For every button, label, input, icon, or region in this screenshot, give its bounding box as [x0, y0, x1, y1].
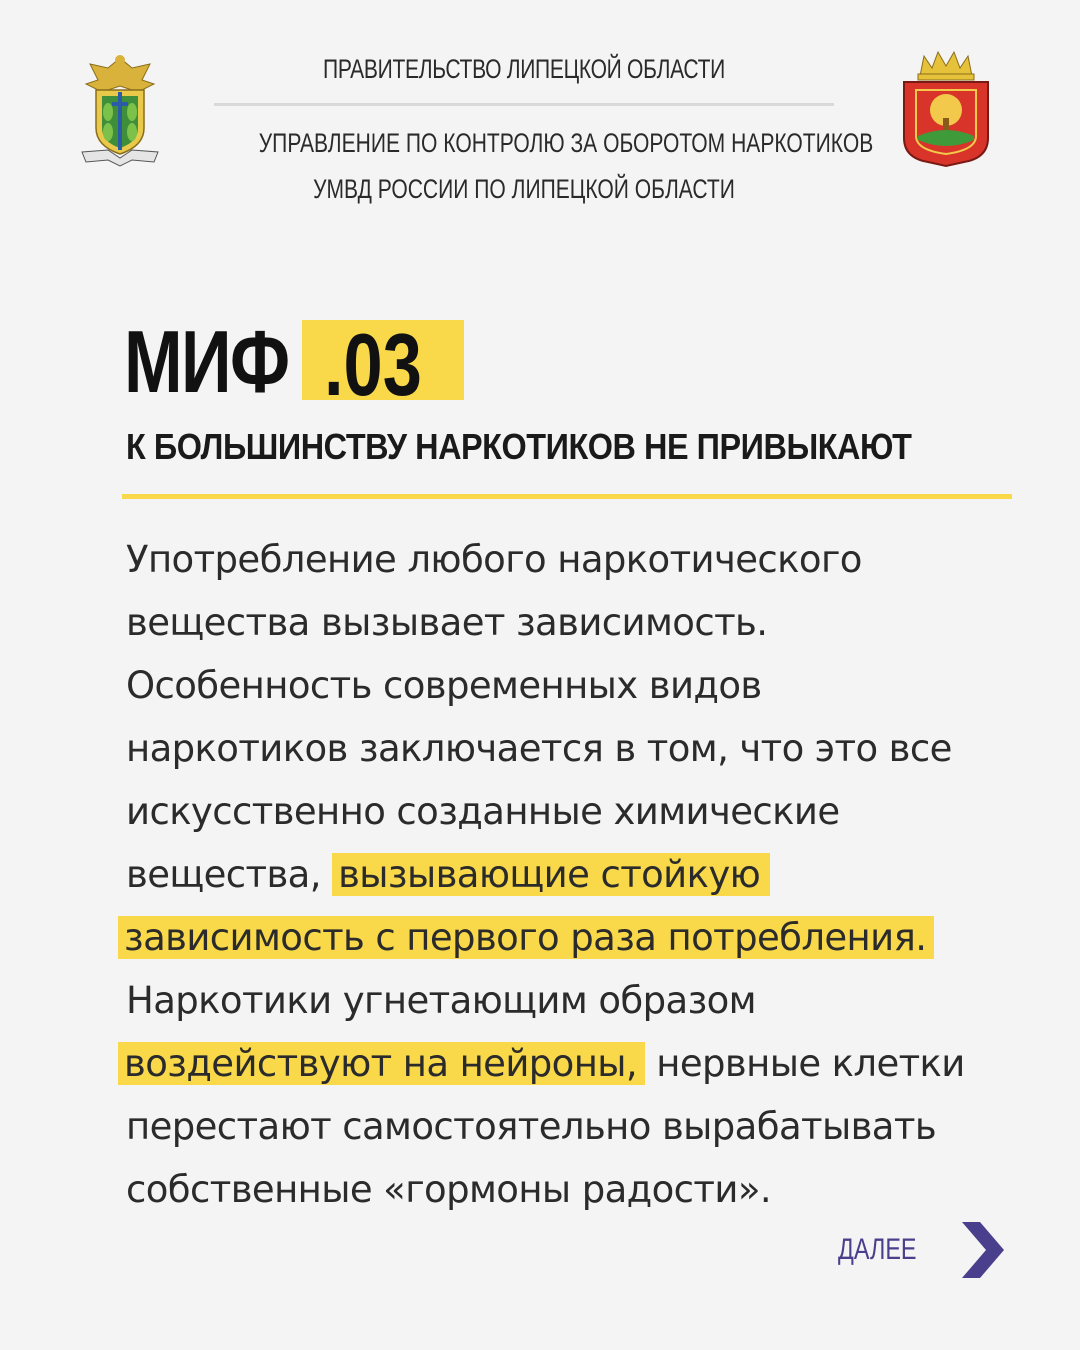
body-line: собственные «гормоны радости».	[126, 1168, 772, 1211]
body-line	[126, 906, 1026, 969]
lipetsk-coat-of-arms-icon	[898, 48, 994, 168]
myth-heading	[124, 312, 422, 414]
body-paragraph	[126, 528, 1026, 1221]
body-line: искусственно созданные химические	[126, 790, 840, 833]
header	[0, 0, 1080, 220]
police-emblem-icon	[78, 50, 162, 168]
dept-title-line1: УПРАВЛЕНИЕ ПО КОНТРОЛЮ ЗА ОБОРОТОМ НАРКОТИКОВ	[258, 128, 874, 158]
body-line	[126, 843, 1026, 906]
body-line: перестают самостоятельно вырабатывать	[126, 1105, 937, 1148]
body-line: Употребление любого наркотического	[126, 538, 862, 581]
body-line: Наркотики угнетающим образом	[126, 979, 756, 1022]
accent-divider	[122, 494, 1012, 499]
body-text-plain: нервные клетки	[656, 1042, 965, 1085]
highlighted-phrase: вызывающие стойкую	[332, 853, 770, 896]
next-button[interactable]	[838, 1218, 1018, 1282]
body-text-plain: вещества,	[126, 853, 321, 896]
dept-title-line2: УМВД РОССИИ ПО ЛИПЕЦКОЙ ОБЛАСТИ	[313, 174, 735, 204]
myth-subtitle: К БОЛЬШИНСТВУ НАРКОТИКОВ НЕ ПРИВЫКАЮТ	[126, 426, 912, 467]
body-line	[126, 1032, 1026, 1095]
myth-number: .03	[324, 315, 422, 414]
gov-title: ПРАВИТЕЛЬСТВО ЛИПЕЦКОЙ ОБЛАСТИ	[323, 54, 725, 84]
body-line: Особенность современных видов	[126, 664, 762, 707]
highlighted-phrase: воздействуют на нейроны,	[118, 1042, 645, 1085]
body-line: наркотиков заключается в том, что это все	[126, 727, 952, 770]
chevron-right-icon	[958, 1218, 1008, 1282]
next-label: ДАЛЕЕ	[838, 1233, 917, 1266]
highlighted-phrase: зависимость с первого раза потребления.	[118, 916, 934, 959]
myth-label: МИФ	[124, 312, 289, 411]
header-divider	[214, 103, 834, 106]
body-line: вещества вызывает зависимость.	[126, 601, 768, 644]
myth-number-highlight	[302, 315, 464, 414]
dept-title	[258, 120, 874, 212]
